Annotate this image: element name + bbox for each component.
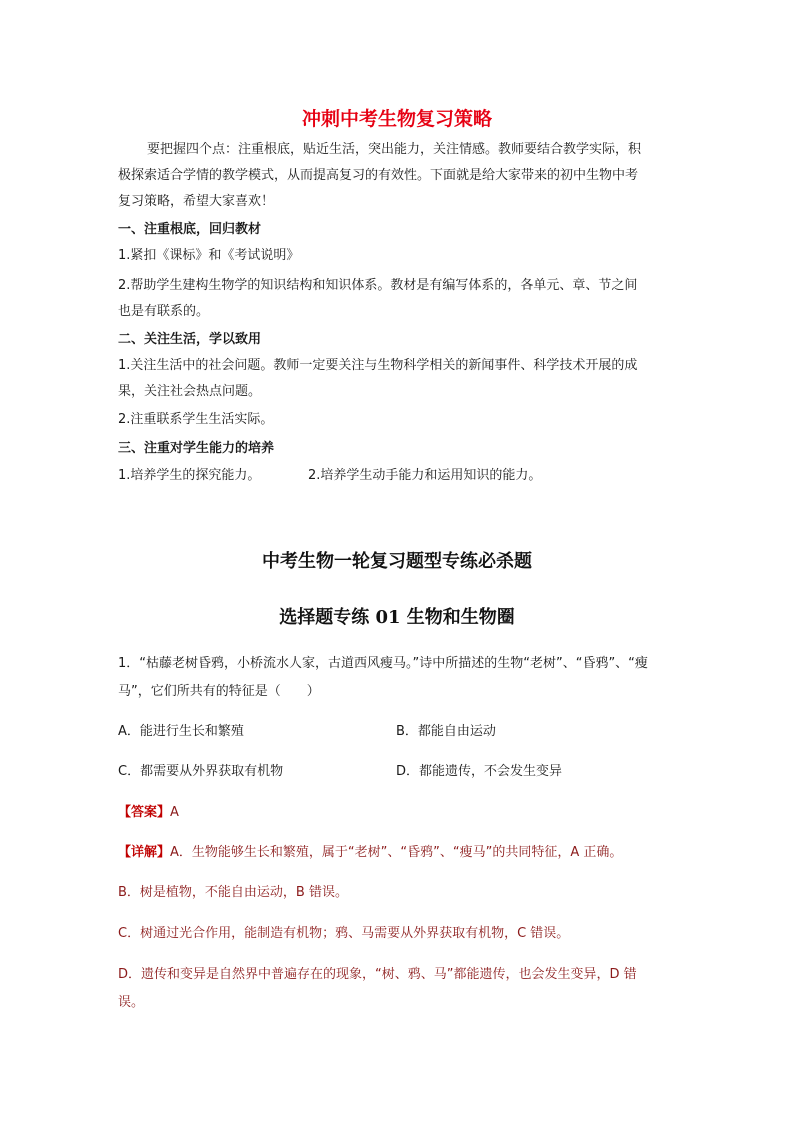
answer-line — [118, 800, 678, 826]
question-1-line-1: 1．“枯藤老树昏鸦，小桥流水人家，古道西风瘦马。”诗中所描述的生物“老树”、“昏鸦”、“瘦 — [118, 656, 648, 671]
option-c: C．都需要从外界获取有机物 — [118, 764, 284, 779]
answer-label: 【答案】 — [118, 805, 171, 820]
section-3-item-1: 1.培养学生的探究能力。 — [118, 468, 261, 483]
section-3-heading: 三、注重对学生能力的培养 — [118, 441, 275, 456]
intro-line-2: 极探索适合学情的教学模式，从而提高复习的有效性。下面就是给大家带来的初中生物中考 — [118, 168, 639, 183]
detail-a: A．生物能够生长和繁殖，属于“老树”、“昏鸦”、“瘦马”的共同特征，A 正确。 — [170, 845, 623, 860]
section-2-item-2: 2.注重联系学生生活实际。 — [118, 412, 274, 427]
detail-a-line — [118, 840, 678, 866]
section-1-item-2-line-1: 2.帮助学生建构生物学的知识结构和知识体系。教材是有编写体系的，各单元、章、节之间 — [118, 278, 638, 293]
question-1-line-2: 马”，它们所共有的特征是（ ） — [118, 684, 320, 699]
detail-d-line-2: 误。 — [118, 995, 145, 1010]
option-a: A．能进行生长和繁殖 — [118, 724, 244, 739]
section-1-item-1: 1.紧扣《课标》和《考试说明》 — [118, 248, 300, 263]
detail-c: C．树通过光合作用，能制造有机物；鸦、马需要从外界获取有机物，C 错误。 — [118, 926, 570, 941]
detail-d-line-1: D．遗传和变异是自然界中普遍存在的现象，“树、鸦、马”都能遗传，也会发生变异，D 错 — [118, 967, 637, 982]
answer-value: A — [170, 805, 179, 820]
section-3-item-2: 2.培养学生动手能力和运用知识的能力。 — [308, 468, 542, 483]
exercise-main-title: 中考生物一轮复习题型专练必杀题 — [262, 551, 532, 572]
intro-line-3: 复习策略，希望大家喜欢！ — [118, 194, 275, 209]
exercise-sub-title: 选择题专练 01 生物和生物圈 — [279, 607, 515, 628]
option-b: B．都能自由运动 — [396, 724, 496, 739]
option-d: D．都能遗传，不会发生变异 — [396, 764, 563, 779]
section-2-heading: 二、关注生活，学以致用 — [118, 332, 262, 347]
intro-line-1: 要把握四个点：注重根底，贴近生活，突出能力，关注情感。教师要结合教学实际，积 — [147, 142, 642, 157]
strategy-title: 冲刺中考生物复习策略 — [301, 108, 492, 130]
section-2-item-1-line-1: 1.关注生活中的社会问题。教师一定要关注与生物科学相关的新闻事件、科学技术开展的成 — [118, 358, 638, 373]
detail-label: 【详解】 — [118, 845, 171, 860]
section-1-heading: 一、注重根底，回归教材 — [118, 222, 262, 237]
section-1-item-2-line-2: 也是有联系的。 — [118, 304, 210, 319]
section-2-item-1-line-2: 果，关注社会热点问题。 — [118, 384, 262, 399]
detail-b: B．树是植物，不能自由运动，B 错误。 — [118, 885, 348, 900]
